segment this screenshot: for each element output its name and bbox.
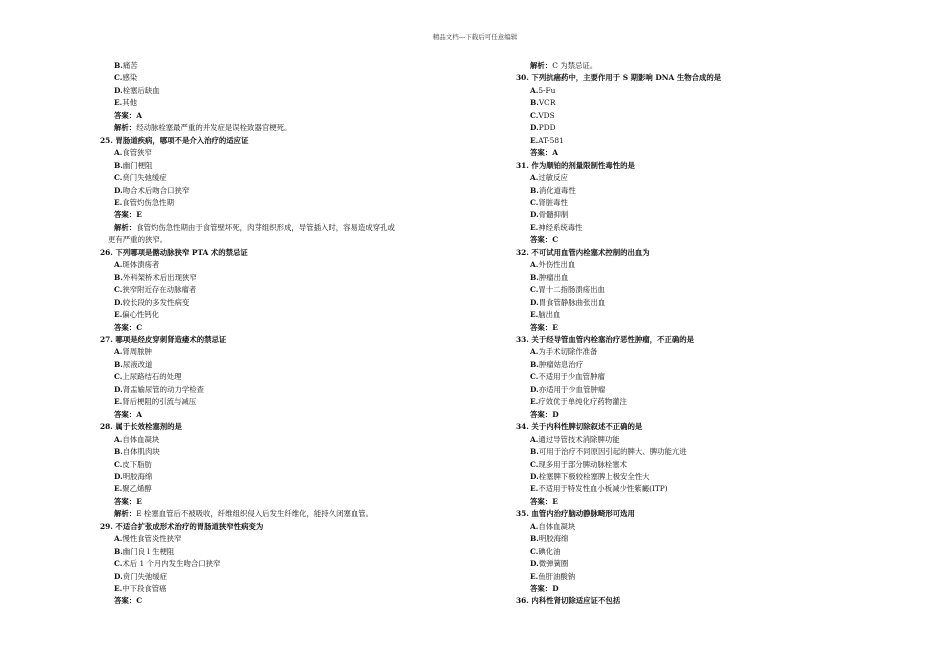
question-title: 28. 属于长效栓塞剂的是 bbox=[100, 422, 182, 432]
answer-option bbox=[100, 172, 460, 184]
answer-label: 答案： bbox=[530, 496, 553, 506]
option-letter: D. bbox=[530, 384, 539, 394]
answer-option bbox=[100, 396, 460, 408]
explanation-label: 解析： bbox=[114, 222, 137, 232]
explanation-continuation: 更有严重的狭窄。 bbox=[108, 235, 168, 245]
explanation-label: 解析： bbox=[530, 61, 553, 70]
question-title: 25. 胃肠道疾病，哪项不是介入治疗的适应证 bbox=[100, 135, 249, 145]
option-text: VDS bbox=[538, 110, 555, 120]
answer-option bbox=[100, 459, 460, 471]
option-text: 肾盂输尿管的动力学检查 bbox=[122, 384, 205, 394]
answer-option bbox=[100, 284, 460, 296]
question-title: 34. 关于内科性脾切除叙述不正确的是 bbox=[516, 422, 643, 432]
answer-option bbox=[516, 185, 876, 197]
answer-option bbox=[516, 284, 876, 296]
answer-option bbox=[100, 371, 460, 383]
option-text: 现多用于部分脾动脉栓塞术 bbox=[538, 459, 628, 469]
answer-value: C bbox=[552, 235, 559, 245]
option-text: 鱼肝油酸钠 bbox=[538, 571, 576, 581]
option-letter: A. bbox=[530, 347, 539, 357]
answer-option bbox=[516, 97, 876, 109]
answer-option bbox=[516, 259, 876, 271]
option-text: 肿瘤姑息治疗 bbox=[538, 359, 584, 369]
option-letter: C. bbox=[114, 559, 123, 569]
left-column bbox=[100, 60, 460, 608]
option-text: 肾后梗阻的引流与减压 bbox=[122, 397, 197, 407]
option-text: 脑出血 bbox=[538, 310, 561, 320]
option-letter: E. bbox=[114, 197, 123, 207]
answer-label: 答案： bbox=[530, 584, 553, 594]
answer-option bbox=[516, 471, 876, 483]
option-text: 明胶海绵 bbox=[122, 471, 153, 481]
option-text: 上尿路结石的处理 bbox=[122, 372, 182, 382]
question-title: 31. 作为顺铂的剂量限制性毒性的是 bbox=[516, 160, 635, 170]
option-letter: A. bbox=[114, 347, 123, 357]
answer-option bbox=[100, 571, 460, 583]
answer-option bbox=[516, 359, 876, 371]
option-text: 自体血凝块 bbox=[538, 521, 576, 531]
answer-option bbox=[100, 359, 460, 371]
option-letter: D. bbox=[530, 297, 539, 307]
answer-option bbox=[100, 185, 460, 197]
option-letter: C. bbox=[530, 110, 539, 120]
option-letter: D. bbox=[114, 185, 123, 195]
answer-line bbox=[516, 496, 876, 508]
option-text: 幽门良 l 生梗阻 bbox=[122, 546, 175, 556]
question-title: 36. 内科性肾切除适应证不包括 bbox=[516, 596, 621, 606]
answer-option bbox=[516, 209, 876, 221]
option-letter: C. bbox=[530, 546, 539, 556]
option-text: 较长段的多发性病变 bbox=[122, 297, 190, 307]
answer-option bbox=[516, 396, 876, 408]
option-letter: A. bbox=[530, 173, 539, 183]
answer-line bbox=[516, 147, 876, 159]
answer-value: D bbox=[552, 584, 559, 594]
option-text: 食管狭窄 bbox=[122, 148, 152, 158]
option-letter: B. bbox=[530, 98, 539, 108]
option-text: 消化道毒性 bbox=[538, 185, 576, 195]
option-letter: B. bbox=[530, 272, 539, 282]
option-text: 碘化油 bbox=[538, 546, 561, 556]
answer-line bbox=[100, 595, 460, 607]
option-text: 神经系统毒性 bbox=[538, 222, 583, 232]
option-text: 狭窄附近存在动脉瘤者 bbox=[122, 285, 197, 295]
question-title: 26. 下列哪项是髂动脉狭窄 PTA 术的禁忌证 bbox=[100, 247, 248, 257]
answer-label: 答案： bbox=[114, 496, 137, 506]
option-letter: A. bbox=[530, 434, 539, 444]
answer-option bbox=[516, 346, 876, 358]
answer-option bbox=[516, 85, 876, 97]
answer-label: 答案： bbox=[530, 322, 553, 332]
option-text: 外科架桥术后出现狭窄 bbox=[122, 272, 197, 282]
option-letter: B. bbox=[114, 160, 123, 170]
option-letter: D. bbox=[114, 471, 123, 481]
answer-option bbox=[516, 122, 876, 134]
option-text: 食管灼伤急性期 bbox=[122, 197, 174, 207]
option-letter: D. bbox=[530, 210, 539, 220]
option-letter: B. bbox=[114, 61, 123, 70]
question-title: 32. 不可试用血管内栓塞术控制的出血为 bbox=[516, 247, 650, 257]
option-letter: E. bbox=[530, 484, 539, 494]
option-letter: B. bbox=[530, 185, 539, 195]
option-text: AT-581 bbox=[538, 135, 564, 145]
option-text: VCR bbox=[538, 98, 556, 108]
answer-option bbox=[100, 533, 460, 545]
option-text: 皮下脂肪 bbox=[122, 459, 152, 469]
explanation-text: 食管灼伤急性期由于食管壁坏死，肉芽组织形成，导管插入时，容易造成穿孔或 bbox=[136, 222, 395, 232]
answer-value: C bbox=[136, 596, 143, 606]
option-letter: B. bbox=[114, 447, 123, 457]
option-text: 中下段食管癌 bbox=[122, 584, 167, 594]
option-text: 慢性食管炎性狭窄 bbox=[122, 534, 182, 544]
answer-option bbox=[100, 197, 460, 209]
option-text: 为手术切除作准备 bbox=[538, 347, 598, 357]
option-letter: A. bbox=[530, 85, 539, 95]
answer-value: C bbox=[136, 322, 143, 332]
option-text: 胃食管静脉曲张出血 bbox=[538, 297, 606, 307]
answer-label: 答案： bbox=[114, 210, 137, 220]
answer-value: D bbox=[552, 409, 559, 419]
answer-option bbox=[100, 147, 460, 159]
answer-option bbox=[100, 483, 460, 495]
answer-option bbox=[516, 434, 876, 446]
option-letter: C. bbox=[114, 73, 123, 83]
answer-line bbox=[516, 234, 876, 246]
option-text: 吻合术后吻合口狭窄 bbox=[122, 185, 190, 195]
answer-label: 答案： bbox=[114, 596, 137, 606]
answer-label: 答案： bbox=[530, 235, 553, 245]
answer-option bbox=[100, 297, 460, 309]
answer-value: E bbox=[136, 496, 142, 506]
option-letter: C. bbox=[114, 459, 123, 469]
option-letter: D. bbox=[530, 559, 539, 569]
answer-option bbox=[100, 446, 460, 458]
right-column bbox=[516, 60, 876, 608]
option-text: 不适用于少血管肿瘤 bbox=[538, 372, 605, 382]
option-text: 通过导管技术消除脾功能 bbox=[538, 434, 620, 444]
answer-value: E bbox=[136, 210, 142, 220]
answer-option bbox=[516, 297, 876, 309]
option-letter: C. bbox=[530, 372, 539, 382]
answer-option bbox=[516, 222, 876, 234]
option-text: 聚乙烯醇 bbox=[122, 484, 152, 494]
answer-value: A bbox=[552, 148, 558, 158]
answer-line bbox=[100, 209, 460, 221]
question-title: 33. 关于经导管血管内栓塞治疗恶性肿瘤，不正确的是 bbox=[516, 334, 695, 344]
answer-option bbox=[516, 446, 876, 458]
answer-label: 答案： bbox=[530, 409, 553, 419]
explanation-line bbox=[100, 122, 460, 134]
option-text: 外伤性出血 bbox=[538, 260, 576, 270]
option-letter: C. bbox=[114, 372, 123, 382]
explanation-label: 解析： bbox=[114, 123, 137, 133]
option-letter: E. bbox=[114, 310, 123, 320]
answer-option bbox=[516, 571, 876, 583]
option-letter: C. bbox=[114, 285, 123, 295]
explanation-text: C 为禁忌证。 bbox=[552, 61, 598, 70]
answer-line bbox=[100, 322, 460, 334]
option-text: 栓塞后缺血 bbox=[122, 85, 160, 95]
option-text: 不适用于特发性血小板减少性紫癜(ITP) bbox=[538, 484, 668, 494]
answer-option bbox=[100, 471, 460, 483]
option-letter: B. bbox=[530, 447, 539, 457]
answer-option bbox=[100, 346, 460, 358]
answer-option bbox=[516, 110, 876, 122]
option-letter: C. bbox=[530, 285, 539, 295]
option-letter: E. bbox=[530, 571, 539, 581]
answer-value: A bbox=[136, 110, 142, 120]
option-letter: A. bbox=[530, 260, 539, 270]
option-letter: B. bbox=[114, 272, 123, 282]
answer-option bbox=[100, 259, 460, 271]
answer-line bbox=[516, 409, 876, 421]
explanation-label: 解析： bbox=[114, 509, 137, 519]
option-letter: B. bbox=[530, 359, 539, 369]
option-text: 明胶海绵 bbox=[538, 534, 569, 544]
option-letter: D. bbox=[530, 471, 539, 481]
option-letter: D. bbox=[114, 85, 123, 95]
answer-option bbox=[516, 546, 876, 558]
option-letter: E. bbox=[114, 584, 123, 594]
option-letter: B. bbox=[114, 546, 123, 556]
question-title: 27. 哪项是经皮穿刺肾造瘘术的禁忌证 bbox=[100, 334, 227, 344]
answer-line bbox=[516, 322, 876, 334]
answer-option bbox=[516, 384, 876, 396]
answer-option bbox=[516, 272, 876, 284]
option-letter: B. bbox=[114, 359, 123, 369]
explanation-text: 经动脉栓塞最严重的并发症是误栓致器官梗死。 bbox=[136, 123, 292, 133]
answer-line bbox=[516, 583, 876, 595]
option-text: 肾周脓肿 bbox=[122, 347, 152, 357]
option-letter: E. bbox=[114, 484, 123, 494]
answer-line bbox=[100, 409, 460, 421]
option-text: 骨髓抑制 bbox=[538, 210, 569, 220]
answer-option bbox=[516, 197, 876, 209]
option-letter: C. bbox=[530, 197, 539, 207]
question-title: 29. 不适合扩张成形术治疗的胃肠道狭窄性病变为 bbox=[100, 521, 264, 531]
option-text: 其他 bbox=[122, 98, 138, 108]
option-text: 感染 bbox=[122, 73, 138, 83]
answer-option bbox=[516, 371, 876, 383]
answer-value: E bbox=[552, 496, 558, 506]
answer-value: E bbox=[552, 322, 558, 332]
option-text: 过敏反应 bbox=[538, 173, 568, 183]
option-letter: E. bbox=[530, 135, 539, 145]
option-text: 胃十二指肠溃疡出血 bbox=[538, 285, 605, 295]
option-text: 贲门失弛缓症 bbox=[122, 571, 168, 581]
option-letter: B. bbox=[530, 534, 539, 544]
option-text: 栓塞脾下极较栓塞脾上极安全性大 bbox=[538, 471, 650, 481]
option-letter: A. bbox=[530, 521, 539, 531]
option-text: 自体血凝块 bbox=[122, 434, 160, 444]
answer-option bbox=[100, 72, 460, 84]
option-text: 疗效优于单纯化疗药物灌注 bbox=[538, 397, 627, 407]
option-text: 自体肌肉块 bbox=[122, 447, 160, 457]
explanation-line bbox=[516, 60, 876, 72]
answer-option bbox=[516, 483, 876, 495]
question-title: 30. 下列抗癌药中，主要作用于 S 期影响 DNA 生物合成的是 bbox=[516, 73, 722, 83]
option-letter: D. bbox=[114, 571, 123, 581]
option-text: 可用于治疗不同原因引起的脾大、脾功能亢进 bbox=[538, 447, 687, 457]
answer-option bbox=[100, 60, 460, 72]
answer-value: A bbox=[136, 409, 142, 419]
question-title: 35. 血管内治疗脑动静脉畸形可选用 bbox=[516, 509, 635, 519]
option-text: 肿瘤出血 bbox=[538, 272, 569, 282]
option-letter: D. bbox=[530, 123, 539, 133]
option-text: PDD bbox=[538, 123, 556, 133]
answer-option bbox=[100, 85, 460, 97]
explanation-line bbox=[100, 508, 460, 520]
option-text: 微弹簧圈 bbox=[538, 559, 569, 569]
answer-option bbox=[100, 272, 460, 284]
option-text: 尿液改道 bbox=[122, 359, 153, 369]
explanation-line bbox=[100, 222, 460, 234]
option-letter: C. bbox=[530, 459, 539, 469]
answer-option bbox=[516, 533, 876, 545]
page-header: 精品文档---下载后可任意编辑 bbox=[432, 33, 518, 41]
answer-label: 答案： bbox=[114, 110, 137, 120]
answer-option bbox=[100, 384, 460, 396]
answer-option bbox=[516, 521, 876, 533]
option-text: 肾脏毒性 bbox=[538, 197, 568, 207]
answer-option bbox=[100, 309, 460, 321]
answer-label: 答案： bbox=[530, 148, 553, 158]
option-text: 偏心性钙化 bbox=[122, 310, 160, 320]
answer-option bbox=[100, 558, 460, 570]
option-text: 幽门梗阻 bbox=[122, 160, 153, 170]
option-letter: E. bbox=[530, 222, 539, 232]
option-letter: E. bbox=[114, 98, 123, 108]
option-text: 亦适用于少血管肿瘤 bbox=[538, 384, 606, 394]
option-text: 5-Fu bbox=[538, 85, 556, 95]
option-letter: A. bbox=[114, 148, 123, 158]
answer-option bbox=[516, 172, 876, 184]
answer-label: 答案： bbox=[114, 409, 137, 419]
answer-option bbox=[516, 459, 876, 471]
option-text: 斑体溃疡者 bbox=[122, 260, 160, 270]
option-text: 术后 1 个月内发生吻合口狭窄 bbox=[122, 559, 221, 569]
option-letter: D. bbox=[114, 297, 123, 307]
option-text: 痛苦 bbox=[122, 61, 138, 70]
option-letter: D. bbox=[114, 384, 123, 394]
option-letter: A. bbox=[114, 534, 123, 544]
answer-label: 答案： bbox=[114, 322, 137, 332]
answer-line bbox=[100, 110, 460, 122]
option-letter: A. bbox=[114, 434, 123, 444]
answer-option bbox=[516, 558, 876, 570]
option-letter: C. bbox=[114, 173, 123, 183]
explanation-text: E 栓塞血管后不被吸收，纤维组织侵入后发生纤维化，能持久闭塞血管。 bbox=[136, 509, 374, 519]
answer-option bbox=[516, 309, 876, 321]
option-letter: E. bbox=[530, 397, 539, 407]
option-letter: E. bbox=[530, 310, 539, 320]
option-text: 贲门失弛缓症 bbox=[122, 173, 167, 183]
answer-option bbox=[100, 97, 460, 109]
answer-option bbox=[100, 160, 460, 172]
answer-option bbox=[516, 135, 876, 147]
option-letter: A. bbox=[114, 260, 123, 270]
answer-option bbox=[100, 434, 460, 446]
answer-line bbox=[100, 496, 460, 508]
option-letter: E. bbox=[114, 397, 123, 407]
answer-option bbox=[100, 583, 460, 595]
answer-option bbox=[100, 546, 460, 558]
